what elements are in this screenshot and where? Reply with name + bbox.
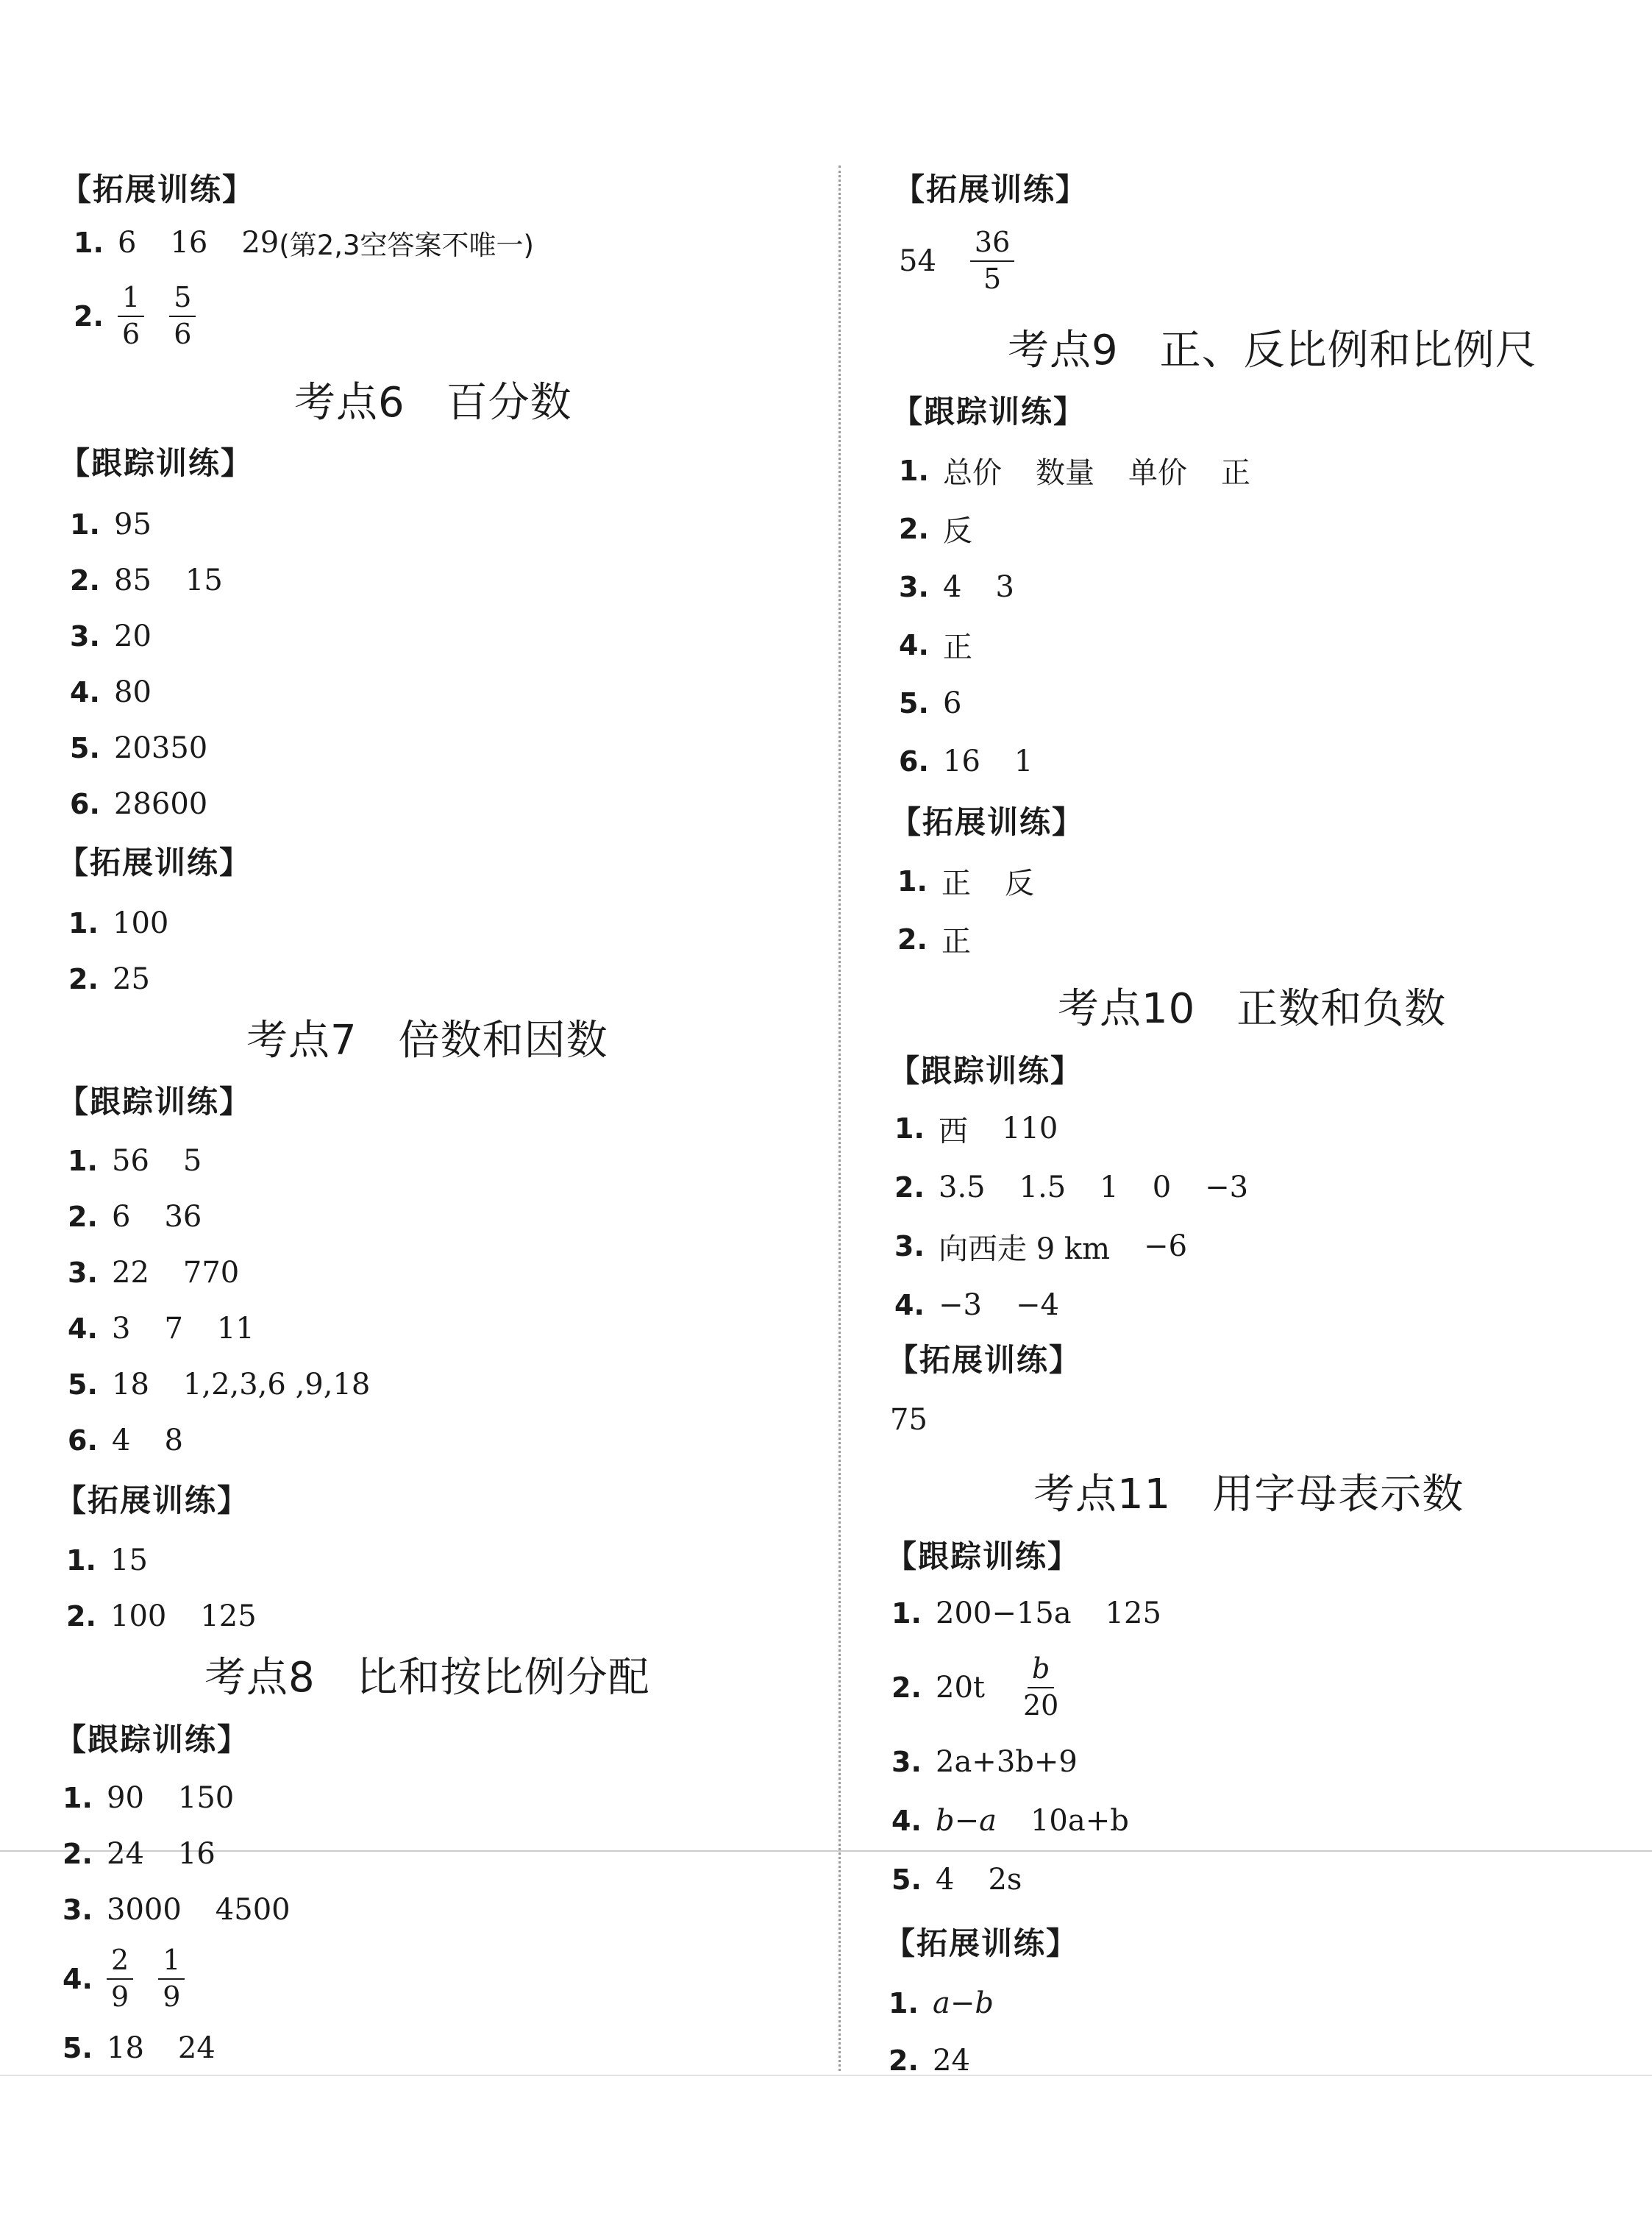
answer-item [899,441,1284,500]
item-number: 1. [891,1597,922,1630]
answer-value: 4 [936,1863,955,1897]
item-number: 2. [897,923,928,956]
section-label: 【拓展训练】 [894,171,1089,207]
answer-item [899,674,1284,732]
answer-item [68,1189,404,1245]
answer-value: 数量 [1036,456,1094,490]
item-number: 6. [68,1424,98,1457]
answer-item [68,895,202,951]
column-divider [839,166,841,2071]
answer-value: 6 [112,1200,131,1234]
answer-value: 18 [112,1368,149,1401]
answer-value: 125 [200,1599,257,1633]
numerator: 1 [158,1944,185,1980]
answer-value: 8 [164,1424,183,1457]
item-number: 1. [889,1987,919,2019]
answer-value: −3 [1205,1170,1249,1204]
section-label: 【拓展训练】 [884,1925,1079,1961]
item-number: 1. [66,1544,96,1577]
answer-item [891,1643,1195,1733]
answer-item [70,553,257,608]
section-title [1058,976,1446,1035]
section-label: 【拓展训练】 [887,1342,1082,1378]
answer-value: −6 [1144,1229,1188,1263]
answer-item [66,1532,291,1588]
denominator: 5 [983,263,1002,295]
item-number: 1. [63,1782,93,1814]
answer-item [891,1733,1195,1791]
answer-value: 18 [107,2031,144,2065]
answer-item [68,1413,404,1468]
section-label: 【拓展训练】 [55,1482,250,1518]
denominator: 6 [122,318,140,350]
item-number: 4. [899,628,929,661]
answer-item [70,608,257,664]
answer-value: 24 [107,1837,144,1871]
item-number: 3. [68,1257,98,1289]
section-label: 【跟踪训练】 [891,394,1086,430]
section-label: 【拓展训练】 [57,845,252,881]
answer-value: 3 [995,569,1014,604]
section-number: 考点6 [294,379,405,427]
answer-value: 向西走 9 km [939,1232,1111,1266]
answer-item [899,616,1284,674]
answer-item [63,1826,324,1882]
answer-list [889,1975,1028,2089]
answer-item [70,776,257,832]
answer-value: 80 [114,675,152,709]
item-number: 2. [894,1171,925,1204]
answer-item [894,1276,1282,1335]
answer-item [63,1938,324,2020]
answer-list [66,1532,291,1644]
answer-value: 正 [943,630,972,664]
answer-item [70,664,257,720]
section-number: 考点10 [1058,985,1196,1033]
answer-item [66,1588,291,1644]
section-title [1033,1462,1464,1521]
answer-list [63,1770,324,2076]
answer-value: 1 [1014,744,1033,778]
answer-value: 6 [118,226,137,260]
numerator: 1 [118,282,144,317]
section-label: 【拓展训练】 [890,804,1085,840]
item-number: 3. [63,1894,93,1926]
answer-value: 1,2,3,6 ,9,18 [182,1368,371,1401]
answer-value: 85 [114,564,152,597]
answer-value: 2a+3b+9 [936,1745,1078,1779]
answer-note: (第2,3空答案不唯一) [279,230,534,261]
denominator: 6 [174,318,192,350]
section-label: 【跟踪训练】 [889,1053,1083,1089]
answer-value: 4500 [215,1893,291,1927]
answer-value: 15 [110,1543,148,1577]
item-number: 2. [889,2044,919,2077]
answer-value: 28600 [114,787,208,821]
item-number: 5. [891,1864,922,1896]
answer-value: 西 [939,1114,968,1148]
answer-value: 200−15a [936,1596,1072,1630]
item-number: 4. [68,1312,98,1345]
answer-value: 22 [112,1256,149,1290]
answer-value: 总价 [943,456,1002,490]
fraction [118,282,144,350]
answer-value: 反 [943,514,972,548]
answer-value: 正 [1221,456,1250,490]
item-number: 2. [891,1671,922,1704]
section-label: 【跟踪训练】 [886,1538,1080,1574]
answer-item [891,1850,1195,1909]
section-label: 【跟踪训练】 [59,445,254,481]
answer-item [889,1975,1028,2032]
answer-list [68,895,202,1007]
fraction [169,282,196,350]
answer-item [68,1357,404,1413]
answer-item [889,2032,1028,2089]
answer-item [74,276,221,357]
answer-item [899,558,1284,616]
answer-item [891,1791,1195,1850]
item-number: 6. [899,745,929,778]
answer-item [891,1584,1195,1643]
answer-list [899,441,1284,790]
item-number: 1. [68,907,99,939]
section-label: 【跟踪训练】 [57,1084,252,1120]
answer-value: 正 [941,925,971,959]
answer-item [68,1301,404,1357]
denominator: 20 [1022,1689,1059,1722]
answer-value: 0 [1152,1170,1172,1204]
answer-item [894,1217,1282,1276]
answer-item [899,217,1039,305]
item-number: 1. [68,1145,98,1177]
item-number: 3. [891,1746,922,1778]
item-number: 6. [70,788,100,820]
section-name: 倍数和因数 [398,1017,608,1065]
answer-value: 20 [114,619,152,653]
answer-value: 56 [112,1144,149,1178]
answer-item [68,951,202,1007]
item-number: 3. [894,1230,925,1262]
answer-item [68,1133,404,1189]
section-label: 【跟踪训练】 [55,1722,250,1758]
answer-value: 100 [110,1599,167,1633]
answer-list [68,1133,404,1468]
answer-list [70,497,257,832]
answer-value: 75 [890,1403,928,1437]
answer-value: 150 [177,1781,235,1815]
item-number: 4. [894,1289,925,1321]
answer-value: 24 [933,2044,970,2078]
answer-value: 6 [943,686,962,720]
numerator: 36 [970,227,1014,262]
answer-value: 125 [1105,1596,1161,1630]
answer-value: 3 [112,1312,131,1346]
answer-value: 3000 [107,1893,182,1927]
answer-list [894,1099,1282,1335]
answer-value: 20350 [114,731,208,765]
item-number: 2. [74,300,104,333]
item-number: 2. [66,1600,96,1633]
answer-value: 2s [988,1863,1022,1897]
answer-value: 29 [241,226,280,260]
item-number: 4. [63,1963,93,1995]
item-number: 1. [897,864,928,898]
numerator: b [1028,1653,1054,1688]
section-number: 考点9 [1008,327,1119,374]
fraction [107,1944,133,2013]
answer-value: 110 [1002,1112,1058,1145]
answer-value: 16 [170,226,208,260]
item-number: 5. [899,686,929,720]
answer-value: 20t [936,1671,985,1705]
item-number: 4. [70,676,100,708]
item-number: 3. [899,570,929,603]
answer-item [897,852,1068,910]
answer-value: 90 [107,1781,144,1815]
answer-value: 4 [943,569,962,604]
answer-value: 正 [941,867,971,900]
answer-item [63,1770,324,1826]
answer-value: 单价 [1128,456,1187,490]
item-number: 1. [74,227,104,259]
item-number: 2. [70,564,100,597]
section-name: 百分数 [446,379,572,427]
item-number: 1. [899,454,929,487]
answer-value: a−b [933,1986,994,2020]
denominator: 9 [163,1980,181,2013]
item-number: 2. [68,1201,98,1233]
section-number: 考点11 [1033,1471,1172,1518]
section-name: 用字母表示数 [1212,1471,1464,1518]
answer-value: 1.5 [1019,1170,1067,1204]
item-number: 2. [63,1838,93,1870]
answer-item [899,732,1284,790]
answer-value: 11 [216,1312,254,1346]
item-number: 2. [68,963,99,995]
answer-item [899,500,1284,558]
section-number: 考点7 [246,1017,357,1065]
item-number: 5. [68,1368,98,1401]
answer-value: 15 [185,564,223,597]
section-label: 【拓展训练】 [60,171,255,207]
answer-value: 反 [1005,867,1034,900]
answer-value: 770 [182,1256,240,1290]
fraction [1019,1653,1063,1722]
answer-value: 1 [1100,1170,1119,1204]
fraction [158,1944,185,2013]
answer-value: b−a [936,1804,997,1838]
answer-value: 3.5 [939,1170,986,1204]
answer-item [63,1882,324,1938]
section-name: 正、反比例和比例尺 [1159,327,1537,374]
answer-value: −4 [1015,1288,1059,1322]
section-title [246,1008,608,1067]
answer-value: 24 [177,2031,216,2065]
answer-value: 54 [899,244,936,278]
item-number: 1. [894,1112,925,1145]
numerator: 5 [169,282,196,317]
answer-item [897,910,1068,968]
answer-value: 4 [112,1424,131,1457]
denominator: 9 [111,1980,129,2013]
answer-value: 5 [182,1144,202,1178]
section-title [204,1645,650,1704]
answer-value: 100 [113,906,169,940]
answer-value: 25 [113,962,150,996]
answer-value: 16 [943,744,980,778]
answer-list [891,1584,1195,1909]
answer-value: 36 [164,1200,202,1234]
answer-item [894,1099,1282,1158]
numerator: 2 [107,1944,133,1980]
answer-item [68,1245,404,1301]
item-number: 4. [891,1805,922,1837]
answer-item [63,2020,324,2076]
item-number: 1. [70,508,100,541]
answer-item [70,720,257,776]
section-title [1008,318,1537,377]
section-number: 考点8 [204,1654,316,1702]
answer-value: 7 [164,1312,183,1346]
section-name: 正数和负数 [1236,985,1447,1033]
answer-value: 10a+b [1030,1804,1129,1838]
answer-value: −3 [939,1288,982,1322]
answer-value: 95 [114,508,152,541]
item-number: 2. [899,512,929,545]
answer-item [74,221,534,265]
answer-item [894,1158,1282,1217]
fraction [970,227,1014,295]
answer-item [890,1396,961,1443]
item-number: 5. [63,2032,93,2064]
answer-value: 16 [177,1837,216,1871]
answer-list [897,852,1068,968]
section-name: 比和按比例分配 [356,1654,650,1702]
item-number: 3. [70,620,100,653]
answer-item [70,497,257,553]
section-title [294,370,572,429]
item-number: 5. [70,732,100,764]
